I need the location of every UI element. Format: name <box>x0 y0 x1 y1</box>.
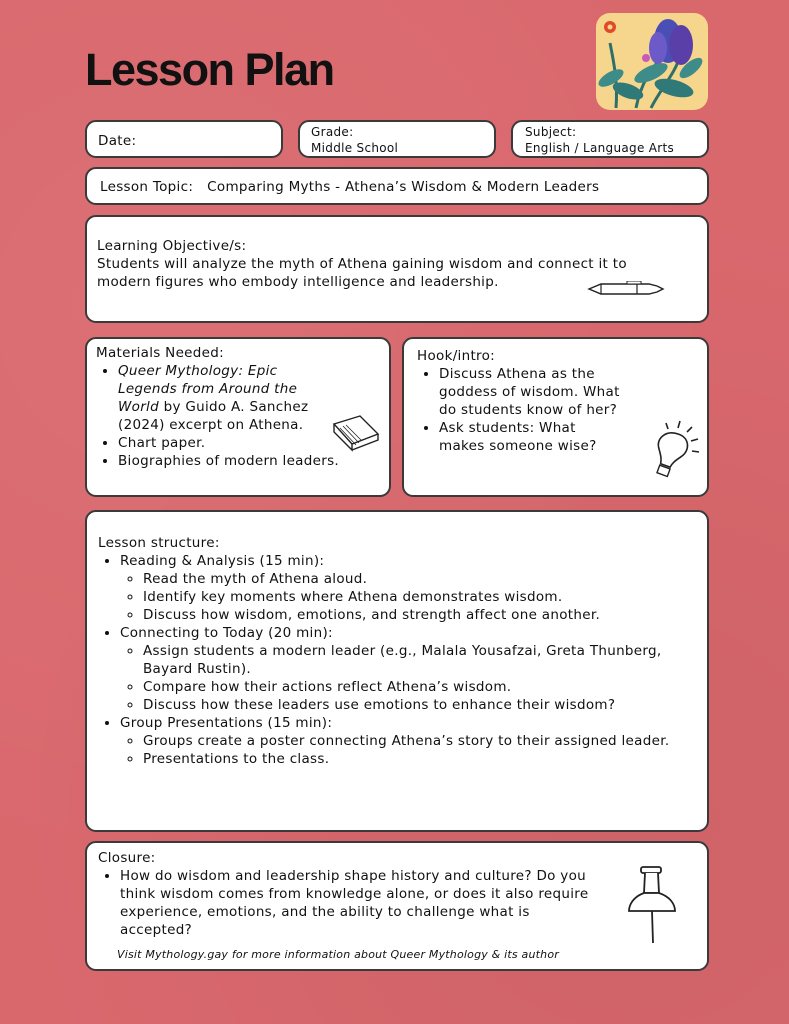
closure-label: Closure: <box>98 850 156 866</box>
lesson-structure-box[interactable] <box>85 510 709 832</box>
list-item: ◦ Identify key moments where Athena demonstrates wisdom. <box>143 588 696 606</box>
subject-field[interactable] <box>511 120 709 158</box>
section-title: Connecting to Today (20 min): <box>120 625 333 641</box>
pen-icon <box>587 281 665 297</box>
list-item <box>120 714 696 768</box>
materials-label: Materials Needed: <box>96 345 224 361</box>
list-item: ◦ Compare how their actions reflect Athena’s wisdom. <box>143 678 696 696</box>
closure-list <box>98 867 696 939</box>
closure-box[interactable] <box>85 841 709 971</box>
list-item <box>120 552 696 624</box>
list-item: ◦ Groups create a poster connecting Athena’s story to their assigned leader. <box>143 732 696 750</box>
list-item <box>120 624 696 714</box>
lightbulb-icon <box>644 419 702 485</box>
section-title: Reading & Analysis (15 min): <box>120 553 325 569</box>
lesson-topic-value: Comparing Myths - Athena’s Wisdom & Modern Leaders <box>207 179 600 195</box>
materials-box[interactable] <box>85 337 391 497</box>
list-item: • How do wisdom and leadership shape history and culture? Do you think wisdom comes from knowledge alone, or does it also require experience, emotions, and the ability to challenge what is accepted? <box>120 867 601 939</box>
list-item: • Chart paper. <box>118 434 340 452</box>
book-citation: by Guido A. Sanchez (2024) excerpt on Athena. <box>118 399 309 433</box>
list-item: ◦ Discuss how these leaders use emotions to enhance their wisdom? <box>143 696 696 714</box>
list-item: ◦ Discuss how wisdom, emotions, and strength affect one another. <box>143 606 696 624</box>
subject-value: English / Language Arts <box>525 141 675 155</box>
list-item <box>118 362 340 434</box>
page-title: Lesson Plan <box>85 44 334 95</box>
list-item: • Biographies of modern leaders. <box>118 452 340 470</box>
list-item: • Discuss Athena as the goddess of wisdom. What do students know of her? <box>439 365 639 419</box>
list-item: ◦ Assign students a modern leader (e.g., Malala Yousafzai, Greta Thunberg, Bayard Rustin). <box>143 642 696 678</box>
learning-objective-box[interactable] <box>85 215 709 323</box>
learning-objective-text: Students will analyze the myth of Athena gaining wisdom and connect it to modern figures who embody intelligence and leadership. <box>97 256 627 290</box>
list-item: ◦ Presentations to the class. <box>143 750 696 768</box>
grade-field[interactable] <box>298 120 496 158</box>
lesson-topic-field[interactable] <box>85 167 709 205</box>
book-icon <box>330 412 382 452</box>
list-item: • Ask students: What makes someone wise? <box>439 419 639 455</box>
hook-intro-label: Hook/intro: <box>417 348 495 364</box>
learning-objective-label: Learning Objective/s: <box>97 238 247 254</box>
subject-label: Subject: <box>525 125 577 139</box>
section-title: Group Presentations (15 min): <box>120 715 333 731</box>
grade-label: Grade: <box>311 125 354 139</box>
lesson-structure-label: Lesson structure: <box>98 535 220 551</box>
footer-note: Visit Mythology.gay for more information about Queer Mythology & its author <box>117 948 560 961</box>
hook-intro-box[interactable] <box>402 337 709 497</box>
date-field[interactable] <box>85 120 283 158</box>
flower-illustration <box>596 13 708 110</box>
grade-value: Middle School <box>311 141 399 155</box>
lesson-structure-list <box>98 552 696 768</box>
date-label: Date: <box>98 133 137 149</box>
list-item: ◦ Read the myth of Athena aloud. <box>143 570 696 588</box>
lesson-topic-label: Lesson Topic: <box>100 179 194 195</box>
pushpin-icon <box>625 865 679 945</box>
book-title: Queer Mythology: Epic Legends from Around the World <box>118 363 298 415</box>
